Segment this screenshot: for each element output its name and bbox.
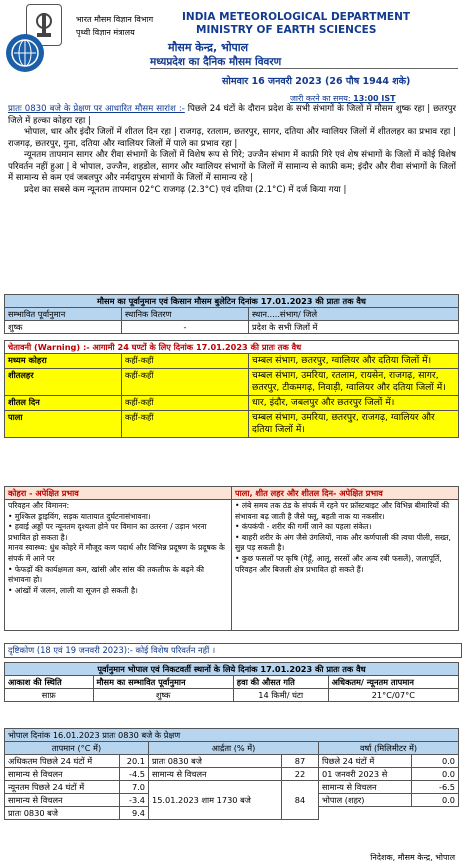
warning-row bbox=[5, 369, 459, 396]
warning-dist: कहीं-कहीं bbox=[122, 411, 249, 438]
obs-label: 01 जनवरी 2023 से bbox=[319, 768, 412, 781]
bhopal-fc-value: 14 किमी/ घंटा bbox=[233, 689, 328, 702]
centre-name: मौसम केन्द्र, भोपाल bbox=[168, 41, 249, 54]
impact-cold-title: पाला, शीत लहर और शीतल दिन- अपेक्षित प्रभाव bbox=[232, 487, 459, 500]
obs-label: सामान्य से विचलन bbox=[319, 781, 412, 794]
obs-value: 0.0 bbox=[412, 755, 459, 768]
forecast-col-1: सम्भावित पूर्वानुमान bbox=[5, 308, 122, 321]
summary-lead: प्रातः 0830 बजे के प्रेक्षण पर आधारित मौसम सारांश :- bbox=[8, 104, 185, 114]
obs-value: 84 bbox=[282, 781, 319, 820]
obs-label: सामान्य से विचलन bbox=[5, 794, 120, 807]
warning-place: चम्बल संभाग, उमरिया, रतलाम, रायसेन, राजगढ़, सागर, छतरपुर, टीकमगढ़, निवाड़ी, ग्वालियर और दतिया जिलों में। bbox=[249, 369, 459, 396]
forecast-table bbox=[4, 294, 459, 438]
director-signature: निदेशक, मौसम केन्द्र, भोपाल bbox=[370, 853, 455, 862]
obs-value: 0.0 bbox=[412, 794, 459, 807]
summary-para-2: भोपाल, धार और इंदौर जिलों में शीतल दिन रहा | राजगढ़, रतलाम, छतरपुर, सागर, दतिया और ग्वालियर जिलों में शीतलहर का प्रभाव रहा |राजगढ़, छतरपुर, गुना, दतिया और ग्वालियर जिलों में पाले का प्रभाव रहा | bbox=[8, 127, 456, 149]
spacer bbox=[5, 334, 459, 341]
hi-dept-name: भारत मौसम विज्ञान विभाग bbox=[76, 15, 154, 24]
warning-dist: कहीं-कहीं bbox=[122, 354, 249, 369]
obs-value: 20.1 bbox=[120, 755, 149, 768]
bulletin-date: सोमवार 16 जनवरी 2023 (26 पौष 1944 शके) bbox=[222, 76, 411, 87]
obs-value: 7.0 bbox=[120, 781, 149, 794]
summary-para-1: पिछले 24 घंटों के दौरान प्रदेश के सभी संभागों के जिलों में मौसम शुष्क रहा | छतरपुर जिले में हल्का कोहरा रहा | bbox=[8, 104, 456, 126]
outlook bbox=[4, 643, 462, 658]
obs-label: सामान्य से विचलन bbox=[5, 768, 120, 781]
forecast-col-2: स्थानिक वितरण bbox=[122, 308, 249, 321]
outlook-text: दृष्टिकोण (18 एवं 19 जनवरी 2023):- कोई विशेष परिवर्तन नहीं । bbox=[8, 645, 216, 655]
obs-label: सामान्य से विचलन bbox=[149, 768, 282, 781]
bhopal-obs-title: भोपाल दिनांक 16.01.2023 प्रातः 0830 बजे के प्रेक्षण bbox=[5, 729, 459, 742]
obs-head-temp: तापमान (°C में) bbox=[5, 742, 149, 755]
obs-label: प्रातः 0830 बजे bbox=[5, 807, 120, 820]
warning-dist: कहीं-कहीं bbox=[122, 369, 249, 396]
warning-title: चेतावनी (Warning) :- आगामी 24 घण्टों के लिए दिनांक 17.01.2023 की प्रातः तक वैध bbox=[5, 341, 459, 354]
bhopal-fc-header: हवा की औसत गति bbox=[233, 676, 328, 689]
obs-label: न्यूनतम पिछले 24 घंटों में bbox=[5, 781, 120, 794]
warning-place: चम्बल संभाग, उमरिया, छतरपुर, राजगढ़, ग्वालियर और दतिया जिलों में। bbox=[249, 411, 459, 438]
obs-label: भोपाल (शहर) bbox=[319, 794, 412, 807]
obs-label: 15.01.2023 शाम 1730 बजे bbox=[149, 781, 282, 820]
hi-ministry-name: पृथ्वी विज्ञान मंत्रालय bbox=[76, 28, 135, 37]
obs-value: -4.5 bbox=[120, 768, 149, 781]
obs-value: 22 bbox=[282, 768, 319, 781]
warning-type: शीतलहर bbox=[5, 369, 122, 396]
warning-row bbox=[5, 396, 459, 411]
warning-row bbox=[5, 411, 459, 438]
forecast-cell: - bbox=[122, 321, 249, 334]
bhopal-fc-value: 21°C/07°C bbox=[328, 689, 458, 702]
summary-para-3: न्यूनतम तापमान सागर और रीवा संभागों के जिलों में विशेष रूप से गिरे; उज्जैन संभाग में काफ़ी गिरे एवं शेष संभागों के जिलों में कोई विशेष परिवर्तन नहीं हुआ | वे भोपाल, उज्जैन, शहडोल, सागर और ग्वालियर संभागों के जिलों में सामान्य से काफ़ी कम; इंदौर और रीवा संभागों के जिलों में सामान्य से कम एवं जबलपुर और नर्मदापुरम संभागों के जिलों में सामान्य रहे | bbox=[8, 150, 456, 183]
warning-place: चम्बल संभाग, छतरपुर, ग्वालियर और दतिया जिलों में। bbox=[249, 354, 459, 369]
bhopal-fc-value: साफ़ bbox=[5, 689, 94, 702]
bhopal-forecast-title: पूर्वानुमान भोपाल एवं निकटवर्ती स्थानों के लिये दिनांक 17.01.2023 की प्रातः तक वैध bbox=[5, 663, 459, 676]
bhopal-obs-table bbox=[4, 728, 459, 820]
en-dept-name: INDIA METEOROLOGICAL DEPARTMENT bbox=[182, 11, 411, 23]
obs-label: पिछले 24 घंटों में bbox=[319, 755, 412, 768]
impact-cold-text: • लंबे समय तक ठंड के संपर्क में रहने पर फ्रॉस्टबाइट और विभिन्न बीमारियों की संभावना बढ़ जाती है जैसे फ्लू, बहती नाक या नकसीर। • कंपकंपी - शरीर की गर्मी जाने का पहला संकेत। • बाहरी शरीर के अंग जैसे उंगलियों, नाक और कर्णपाली की त्वचा पीली, सख्त, सुन्न पड़ सकती है। • कुछ फसलों पर कृषि (गेहूँ, आलू, सरसों और अन्य रबी फसलें), जलापूर्ति, परिवहन और बिजली क्षेत्र प्रभावित हो सकते हैं। bbox=[232, 500, 459, 631]
obs-value: 0.0 bbox=[412, 768, 459, 781]
bulletin-title: मध्यप्रदेश का दैनिक मौसम विवरण bbox=[150, 56, 282, 68]
bhopal-fc-header: अधिकतम/ न्यूनतम तापमान bbox=[328, 676, 458, 689]
warning-row bbox=[5, 354, 459, 369]
obs-head-rain: वर्षा (मिलिमीटर में) bbox=[319, 742, 459, 755]
obs-label: प्रातः 0830 बजे bbox=[149, 755, 282, 768]
obs-value: 9.4 bbox=[120, 807, 149, 820]
bhopal-fc-header: मौसम का सम्भावित पूर्वानुमान bbox=[93, 676, 233, 689]
warning-place: धार, इंदौर, जबलपुर और छतरपुर जिलों में। bbox=[249, 396, 459, 411]
impact-fog-title: कोहरा - अपेक्षित प्रभाव bbox=[5, 487, 232, 500]
bhopal-fc-value: शुष्क bbox=[93, 689, 233, 702]
weather-summary bbox=[8, 104, 456, 196]
issue-time-label: जारी करने का समय: bbox=[290, 94, 351, 103]
impact-fog-text: परिवहन और विमानन: • मुश्किल ड्राइविंग, सड़क यातायात दुर्घटनासंभावना। • हवाई अड्डों पर न्यूनतम दृश्यता होने पर विमान का उतरना / उड़ान भरना प्रभावित हो सकता है। मानव स्वास्थ्य: धुंध कोहरे में मौजूद कण पदार्थ और विभिन्न प्रदूषण के प्रदूषक के संपर्क में आने पर • फेफड़ों की कार्यक्षमता कम, खांसी और सांस की तकलीफ के बढ़ने की संभावना हो। • आंखों में जलन, लाली या सूजन हो सकती है। bbox=[5, 500, 232, 631]
impact-table bbox=[4, 486, 459, 631]
bhopal-forecast-table bbox=[4, 662, 459, 702]
obs-value: -6.5 bbox=[412, 781, 459, 794]
obs-empty bbox=[319, 807, 459, 820]
bhopal-fc-header: आकाश की स्थिति bbox=[5, 676, 94, 689]
imd-logo-icon bbox=[6, 34, 44, 72]
forecast-title: मौसम का पूर्वानुमान एवं किसान मौसम बुलेटिन दिनांक 17.01.2023 की प्रातः तक वैध bbox=[5, 295, 459, 308]
obs-label: अधिकतम पिछले 24 घंटों में bbox=[5, 755, 120, 768]
obs-head-rh: आर्द्रता (% में) bbox=[149, 742, 319, 755]
warning-type: शीतल दिन bbox=[5, 396, 122, 411]
warning-type: पाला bbox=[5, 411, 122, 438]
obs-value: 87 bbox=[282, 755, 319, 768]
forecast-col-3: स्थान.....संभाग/ जिले bbox=[249, 308, 459, 321]
warning-type: मध्यम कोहरा bbox=[5, 354, 122, 369]
obs-value: -3.4 bbox=[120, 794, 149, 807]
header-divider bbox=[150, 68, 458, 69]
issue-time-value: 13:00 IST bbox=[353, 94, 396, 103]
summary-para-4: प्रदेश का सबसे कम न्यूनतम तापमान 02°C राजगढ़ (2.3°C) एवं दतिया (2.1°C) में दर्ज किया गया | bbox=[24, 184, 347, 195]
en-ministry-name: MINISTRY OF EARTH SCIENCES bbox=[196, 24, 377, 36]
warning-dist: कहीं-कहीं bbox=[122, 396, 249, 411]
forecast-cell: शुष्क bbox=[5, 321, 122, 334]
issue-time bbox=[290, 93, 396, 104]
forecast-cell: प्रदेश के सभी जिलों में bbox=[249, 321, 459, 334]
